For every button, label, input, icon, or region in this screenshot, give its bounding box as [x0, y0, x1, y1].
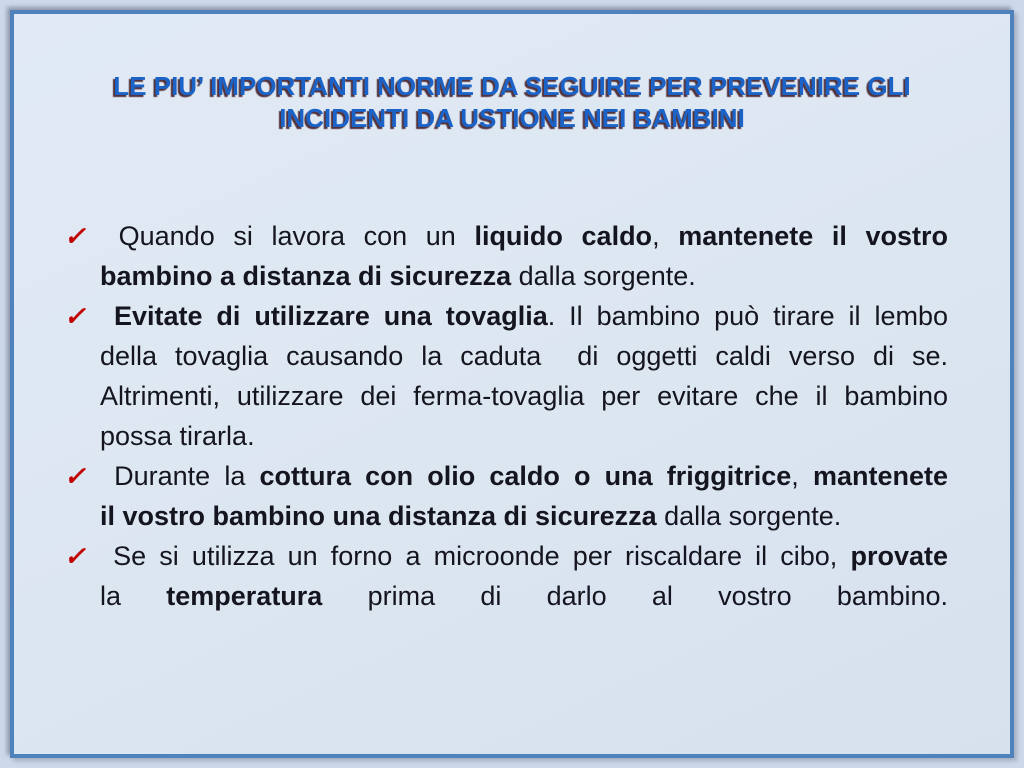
bullet-text-line [100, 216, 948, 256]
title-line-2: INCIDENTI DA USTIONE NEI BAMBINI [279, 103, 745, 133]
bullet-text-bold: mantenete [812, 461, 948, 491]
bullet-text-line [100, 336, 948, 376]
bullet-text-bold: mantenete il vostro [678, 221, 948, 251]
bullet-text-bold: cottura con olio caldo o una friggitrice [259, 461, 792, 491]
bullet-text-bold: temperatura [166, 581, 323, 611]
bullet-text-line [100, 416, 948, 456]
bullet-text: Altrimenti, utilizzare dei ferma-tovaglia per evitare che il bambino [100, 381, 948, 411]
bullet-list [62, 216, 948, 616]
bullet-text-bold: Evitate di utilizzare una tovaglia [113, 301, 548, 331]
bullet-text-bold: bambino a distanza di sicurezza [100, 261, 512, 291]
title-line-1: LE PIU’ IMPORTANTI NORME DA SEGUIRE PER PREVENIRE GLI [113, 71, 911, 101]
bullet-text: della tovaglia causando la caduta di oggetti caldi verso di se. [100, 341, 948, 371]
bullet-text-bold: il vostro bambino una distanza di sicurezza [100, 501, 657, 531]
bullet-text: , [652, 221, 679, 251]
bullet-item [62, 536, 948, 616]
bullet-text-line [100, 256, 948, 296]
bullet-text: . Il bambino può tirare il lembo [547, 301, 948, 331]
bullet-text: Quando si lavora con un [100, 221, 475, 251]
bullet-text: Durante la [100, 461, 260, 491]
bullet-text-line [100, 296, 948, 336]
checkmark-icon: ✓ [64, 541, 86, 571]
bullet-item [62, 456, 948, 536]
bullet-item [62, 216, 948, 296]
bullet-text: , [791, 461, 813, 491]
checkmark-icon: ✓ [64, 461, 86, 491]
bullet-text: prima di darlo al vostro bambino. [322, 581, 948, 611]
slide-frame [10, 10, 1014, 758]
bullet-text-bold: liquido caldo [474, 221, 653, 251]
checkmark-icon: ✓ [64, 301, 86, 331]
bullet-text: possa tirarla. [100, 421, 255, 451]
bullet-text-bold: provate [850, 541, 948, 571]
bullet-text: Se si utilizza un forno a microonde per riscaldare il cibo, [100, 541, 851, 571]
bullet-text-line [100, 376, 948, 416]
bullet-text: dalla sorgente. [511, 261, 696, 291]
bullet-text-line [100, 576, 948, 616]
bullet-text-line [100, 456, 948, 496]
bullet-text-line [100, 496, 948, 536]
slide-title [14, 70, 1010, 134]
bullet-text-line [100, 536, 948, 576]
bullet-item [62, 296, 948, 456]
bullet-text: dalla sorgente. [656, 501, 842, 531]
bullet-text [100, 301, 114, 331]
bullet-text: la [100, 581, 167, 611]
checkmark-icon: ✓ [64, 221, 86, 251]
